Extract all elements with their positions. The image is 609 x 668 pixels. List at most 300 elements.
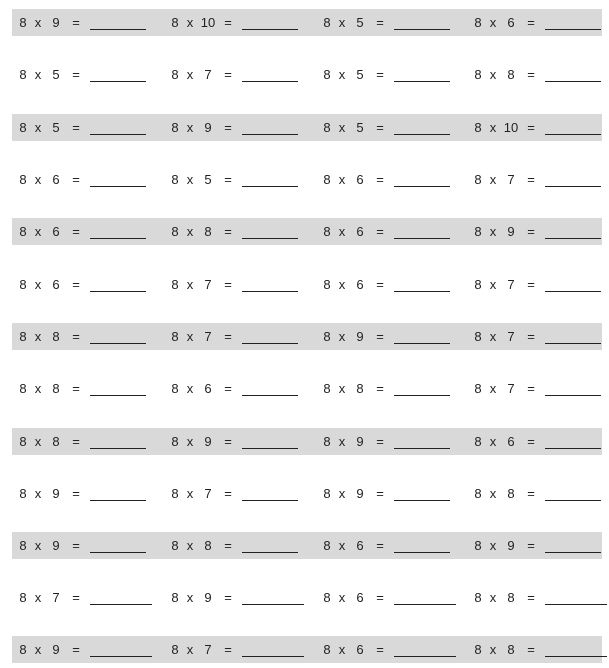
multiplicand: 8 — [171, 434, 179, 449]
times-sign: x — [338, 224, 346, 239]
multiplier: 8 — [507, 642, 515, 657]
answer-blank[interactable] — [394, 385, 450, 396]
multiplicand: 8 — [171, 590, 179, 605]
equals-sign: = — [527, 538, 535, 553]
equals-sign: = — [72, 381, 80, 396]
equals-sign: = — [72, 277, 80, 292]
equals-sign: = — [527, 172, 535, 187]
problem — [170, 323, 298, 350]
answer-blank[interactable] — [242, 228, 298, 239]
multiplicand: 8 — [474, 590, 482, 605]
equals-sign: = — [527, 486, 535, 501]
times-sign: x — [338, 120, 346, 135]
problem — [322, 9, 450, 36]
answer-blank[interactable] — [242, 490, 298, 501]
multiplicand: 8 — [171, 15, 179, 30]
times-sign: x — [34, 172, 42, 187]
problem — [473, 271, 601, 298]
times-sign: x — [338, 15, 346, 30]
multiplier: 6 — [356, 172, 364, 187]
problem — [170, 166, 298, 193]
worksheet-row — [12, 9, 602, 36]
multiplicand: 8 — [19, 224, 27, 239]
times-sign: x — [186, 590, 194, 605]
multiplier: 7 — [507, 172, 515, 187]
equals-sign: = — [376, 120, 384, 135]
answer-blank[interactable] — [394, 124, 450, 135]
problem — [322, 323, 450, 350]
multiplicand: 8 — [171, 642, 179, 657]
problem — [322, 271, 450, 298]
multiplier: 7 — [507, 277, 515, 292]
multiplier: 6 — [52, 277, 60, 292]
times-sign: x — [34, 642, 42, 657]
answer-blank[interactable] — [90, 385, 146, 396]
times-sign: x — [34, 224, 42, 239]
multiplier: 9 — [204, 590, 212, 605]
multiplicand: 8 — [323, 642, 331, 657]
multiplicand: 8 — [323, 67, 331, 82]
worksheet-row — [12, 428, 602, 455]
times-sign: x — [489, 486, 497, 501]
multiplicand: 8 — [19, 538, 27, 553]
multiplicand: 8 — [323, 224, 331, 239]
equals-sign: = — [376, 642, 384, 657]
equals-sign: = — [376, 590, 384, 605]
multiplier: 10 — [503, 120, 519, 135]
multiplicand: 8 — [474, 172, 482, 187]
equals-sign: = — [527, 224, 535, 239]
multiplier: 8 — [52, 434, 60, 449]
problem — [322, 114, 450, 141]
problem — [473, 636, 607, 663]
problem — [18, 375, 146, 402]
multiplier: 8 — [204, 224, 212, 239]
multiplier: 7 — [204, 67, 212, 82]
multiplicand: 8 — [323, 15, 331, 30]
times-sign: x — [186, 67, 194, 82]
equals-sign: = — [376, 224, 384, 239]
multiplicand: 8 — [474, 224, 482, 239]
multiplicand: 8 — [171, 329, 179, 344]
multiplier: 9 — [507, 224, 515, 239]
answer-blank[interactable] — [242, 542, 298, 553]
problem — [18, 323, 146, 350]
multiplicand: 8 — [474, 538, 482, 553]
equals-sign: = — [527, 381, 535, 396]
problem — [473, 532, 601, 559]
times-sign: x — [338, 67, 346, 82]
multiplier: 5 — [204, 172, 212, 187]
worksheet-row — [12, 271, 602, 298]
problem — [170, 532, 298, 559]
times-sign: x — [338, 277, 346, 292]
answer-blank[interactable] — [545, 228, 601, 239]
answer-blank[interactable] — [90, 124, 146, 135]
answer-blank[interactable] — [90, 19, 146, 30]
answer-blank[interactable] — [394, 594, 456, 605]
equals-sign: = — [376, 277, 384, 292]
answer-blank[interactable] — [90, 176, 146, 187]
equals-sign: = — [224, 120, 232, 135]
problem — [170, 271, 298, 298]
times-sign: x — [186, 381, 194, 396]
answer-blank[interactable] — [90, 228, 146, 239]
multiplier: 6 — [52, 172, 60, 187]
multiplicand: 8 — [19, 15, 27, 30]
multiplicand: 8 — [19, 277, 27, 292]
multiplicand: 8 — [323, 434, 331, 449]
worksheet-row — [12, 480, 602, 507]
answer-blank[interactable] — [394, 71, 450, 82]
multiplicand: 8 — [19, 590, 27, 605]
multiplier: 9 — [356, 434, 364, 449]
worksheet-row — [12, 323, 602, 350]
times-sign: x — [489, 642, 497, 657]
multiplier: 8 — [204, 538, 212, 553]
answer-blank[interactable] — [90, 71, 146, 82]
multiplicand: 8 — [474, 120, 482, 135]
problem — [473, 218, 601, 245]
equals-sign: = — [72, 67, 80, 82]
multiplicand: 8 — [171, 67, 179, 82]
problem — [322, 218, 450, 245]
multiplier: 8 — [507, 486, 515, 501]
multiplier: 6 — [356, 590, 364, 605]
multiplier: 5 — [356, 15, 364, 30]
problem — [18, 114, 146, 141]
equals-sign: = — [527, 642, 535, 657]
worksheet-row — [12, 218, 602, 245]
answer-blank[interactable] — [394, 333, 450, 344]
multiplier: 7 — [507, 381, 515, 396]
multiplicand: 8 — [474, 434, 482, 449]
multiplier: 10 — [200, 15, 216, 30]
equals-sign: = — [527, 120, 535, 135]
answer-blank[interactable] — [242, 333, 298, 344]
equals-sign: = — [224, 277, 232, 292]
problem — [473, 480, 601, 507]
answer-blank[interactable] — [394, 542, 450, 553]
times-sign: x — [34, 486, 42, 501]
multiplicand: 8 — [19, 381, 27, 396]
problem — [322, 636, 456, 663]
problem — [170, 584, 304, 611]
times-sign: x — [186, 486, 194, 501]
problem — [18, 61, 146, 88]
multiplier: 6 — [356, 538, 364, 553]
answer-blank[interactable] — [242, 124, 298, 135]
equals-sign: = — [376, 329, 384, 344]
multiplicand: 8 — [19, 67, 27, 82]
multiplier: 7 — [507, 329, 515, 344]
equals-sign: = — [224, 538, 232, 553]
answer-blank[interactable] — [394, 19, 450, 30]
multiplicand: 8 — [323, 120, 331, 135]
multiplicand: 8 — [19, 486, 27, 501]
multiplier: 6 — [204, 381, 212, 396]
times-sign: x — [186, 329, 194, 344]
equals-sign: = — [224, 329, 232, 344]
multiplicand: 8 — [171, 277, 179, 292]
times-sign: x — [34, 15, 42, 30]
equals-sign: = — [527, 590, 535, 605]
equals-sign: = — [72, 642, 80, 657]
multiplicand: 8 — [323, 486, 331, 501]
problem — [170, 480, 298, 507]
answer-blank[interactable] — [394, 281, 450, 292]
multiplier: 8 — [356, 381, 364, 396]
problem — [18, 271, 146, 298]
equals-sign: = — [224, 172, 232, 187]
equals-sign: = — [376, 15, 384, 30]
answer-blank[interactable] — [394, 490, 450, 501]
equals-sign: = — [224, 590, 232, 605]
multiplier: 6 — [356, 642, 364, 657]
problem — [322, 428, 450, 455]
multiplier: 6 — [507, 434, 515, 449]
equals-sign: = — [376, 486, 384, 501]
answer-blank[interactable] — [90, 594, 152, 605]
answer-blank[interactable] — [394, 438, 450, 449]
problem — [322, 375, 450, 402]
problem — [473, 166, 601, 193]
answer-blank[interactable] — [242, 176, 298, 187]
equals-sign: = — [72, 172, 80, 187]
equals-sign: = — [376, 172, 384, 187]
problem — [322, 61, 450, 88]
answer-blank[interactable] — [545, 646, 607, 657]
answer-blank[interactable] — [394, 228, 450, 239]
equals-sign: = — [72, 224, 80, 239]
answer-blank[interactable] — [242, 646, 304, 657]
problem — [18, 636, 152, 663]
multiplicand: 8 — [474, 277, 482, 292]
multiplier: 9 — [356, 486, 364, 501]
multiplier: 9 — [356, 329, 364, 344]
multiplier: 7 — [204, 329, 212, 344]
times-sign: x — [489, 538, 497, 553]
multiplier: 8 — [507, 590, 515, 605]
equals-sign: = — [224, 224, 232, 239]
times-sign: x — [186, 120, 194, 135]
problem — [170, 61, 298, 88]
answer-blank[interactable] — [545, 71, 601, 82]
equals-sign: = — [527, 329, 535, 344]
equals-sign: = — [72, 590, 80, 605]
multiplicand: 8 — [323, 381, 331, 396]
multiplicand: 8 — [323, 172, 331, 187]
answer-blank[interactable] — [90, 281, 146, 292]
equals-sign: = — [527, 277, 535, 292]
multiplier: 8 — [507, 67, 515, 82]
equals-sign: = — [376, 67, 384, 82]
multiplier: 5 — [52, 67, 60, 82]
multiplicand: 8 — [171, 538, 179, 553]
multiplier: 8 — [52, 329, 60, 344]
times-sign: x — [489, 434, 497, 449]
problem — [18, 532, 146, 559]
times-sign: x — [338, 590, 346, 605]
multiplier: 9 — [507, 538, 515, 553]
multiplicand: 8 — [474, 67, 482, 82]
multiplier: 9 — [204, 120, 212, 135]
times-sign: x — [186, 434, 194, 449]
equals-sign: = — [224, 642, 232, 657]
equals-sign: = — [72, 329, 80, 344]
worksheet-row — [12, 532, 602, 559]
multiplier: 6 — [356, 224, 364, 239]
multiplicand: 8 — [474, 329, 482, 344]
times-sign: x — [489, 67, 497, 82]
multiplicand: 8 — [474, 642, 482, 657]
answer-blank[interactable] — [242, 71, 298, 82]
multiplier: 5 — [356, 67, 364, 82]
times-sign: x — [34, 538, 42, 553]
multiplier: 5 — [356, 120, 364, 135]
answer-blank[interactable] — [545, 124, 601, 135]
times-sign: x — [338, 486, 346, 501]
equals-sign: = — [72, 434, 80, 449]
times-sign: x — [34, 277, 42, 292]
multiplicand: 8 — [171, 172, 179, 187]
worksheet-row — [12, 636, 602, 663]
multiplicand: 8 — [323, 277, 331, 292]
answer-blank[interactable] — [545, 176, 601, 187]
multiplier: 8 — [52, 381, 60, 396]
times-sign: x — [34, 381, 42, 396]
problem — [473, 9, 601, 36]
answer-blank[interactable] — [242, 281, 298, 292]
problem — [170, 428, 298, 455]
equals-sign: = — [72, 538, 80, 553]
answer-blank[interactable] — [394, 646, 456, 657]
answer-blank[interactable] — [90, 438, 146, 449]
times-sign: x — [186, 224, 194, 239]
worksheet-row — [12, 61, 602, 88]
answer-blank[interactable] — [242, 385, 298, 396]
equals-sign: = — [224, 434, 232, 449]
multiplier: 7 — [204, 642, 212, 657]
problem — [18, 166, 146, 193]
answer-blank[interactable] — [545, 542, 601, 553]
times-sign: x — [489, 15, 497, 30]
times-sign: x — [34, 120, 42, 135]
answer-blank[interactable] — [545, 490, 601, 501]
problem — [18, 9, 146, 36]
answer-blank[interactable] — [242, 19, 298, 30]
answer-blank[interactable] — [242, 438, 298, 449]
multiplier: 9 — [52, 538, 60, 553]
answer-blank[interactable] — [394, 176, 450, 187]
times-sign: x — [489, 277, 497, 292]
multiplicand: 8 — [19, 329, 27, 344]
multiplicand: 8 — [323, 329, 331, 344]
problem — [170, 375, 298, 402]
multiplicand: 8 — [171, 224, 179, 239]
multiplier: 9 — [52, 486, 60, 501]
problem — [322, 532, 450, 559]
problem — [170, 9, 298, 36]
multiplier: 6 — [507, 15, 515, 30]
multiplier: 6 — [356, 277, 364, 292]
answer-blank[interactable] — [90, 333, 146, 344]
equals-sign: = — [376, 381, 384, 396]
problem — [473, 375, 601, 402]
multiplicand: 8 — [171, 120, 179, 135]
equals-sign: = — [224, 15, 232, 30]
multiplier: 7 — [52, 590, 60, 605]
times-sign: x — [34, 434, 42, 449]
equals-sign: = — [224, 67, 232, 82]
multiplier: 9 — [52, 15, 60, 30]
times-sign: x — [186, 277, 194, 292]
equals-sign: = — [376, 434, 384, 449]
times-sign: x — [34, 590, 42, 605]
times-sign: x — [186, 15, 194, 30]
multiplicand: 8 — [171, 381, 179, 396]
answer-blank[interactable] — [90, 646, 152, 657]
equals-sign: = — [72, 15, 80, 30]
multiplicand: 8 — [19, 434, 27, 449]
problem — [473, 114, 601, 141]
answer-blank[interactable] — [545, 281, 601, 292]
times-sign: x — [489, 590, 497, 605]
problem — [473, 584, 607, 611]
times-sign: x — [338, 329, 346, 344]
answer-blank[interactable] — [545, 19, 601, 30]
problem — [322, 480, 450, 507]
multiplier: 6 — [52, 224, 60, 239]
times-sign: x — [489, 120, 497, 135]
times-sign: x — [338, 172, 346, 187]
times-sign: x — [489, 381, 497, 396]
multiplicand: 8 — [323, 538, 331, 553]
multiplier: 7 — [204, 277, 212, 292]
times-sign: x — [34, 329, 42, 344]
multiplicand: 8 — [323, 590, 331, 605]
answer-blank[interactable] — [90, 542, 146, 553]
times-sign: x — [186, 642, 194, 657]
multiplicand: 8 — [19, 642, 27, 657]
problem — [170, 218, 298, 245]
times-sign: x — [489, 172, 497, 187]
answer-blank[interactable] — [545, 438, 601, 449]
multiplicand: 8 — [19, 172, 27, 187]
multiplier: 9 — [204, 434, 212, 449]
answer-blank[interactable] — [90, 490, 146, 501]
problem — [170, 636, 304, 663]
answer-blank[interactable] — [545, 385, 601, 396]
answer-blank[interactable] — [545, 594, 607, 605]
times-sign: x — [489, 224, 497, 239]
equals-sign: = — [527, 15, 535, 30]
problem — [473, 61, 601, 88]
problem — [18, 428, 146, 455]
answer-blank[interactable] — [545, 333, 601, 344]
problem — [18, 584, 152, 611]
equals-sign: = — [527, 67, 535, 82]
worksheet-row — [12, 166, 602, 193]
equals-sign: = — [224, 381, 232, 396]
problem — [322, 584, 456, 611]
multiplier: 5 — [52, 120, 60, 135]
equals-sign: = — [224, 486, 232, 501]
answer-blank[interactable] — [242, 594, 304, 605]
times-sign: x — [186, 538, 194, 553]
multiplicand: 8 — [474, 486, 482, 501]
multiplicand: 8 — [171, 486, 179, 501]
